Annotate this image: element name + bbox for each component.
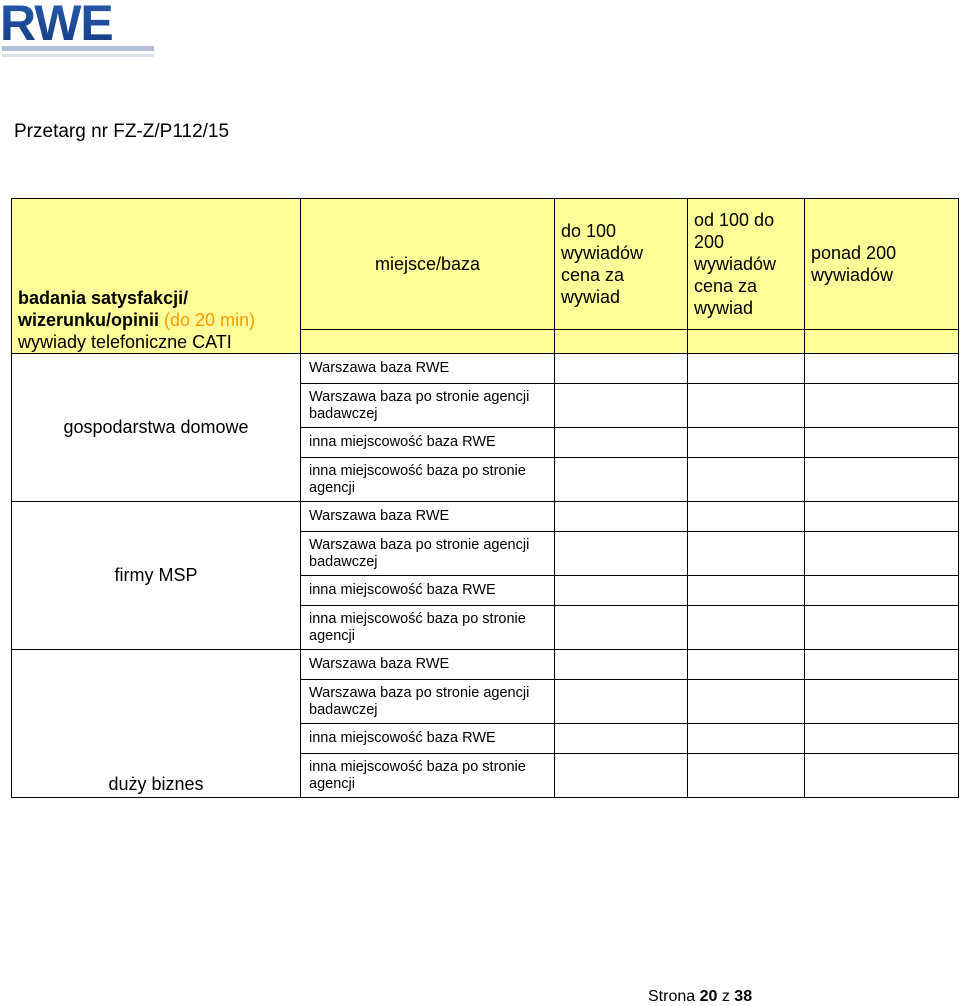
price-input-cell[interactable] bbox=[555, 724, 688, 754]
logo-text: RWE bbox=[0, 0, 113, 51]
location-cell: Warszawa baza RWE bbox=[301, 650, 555, 680]
price-input-cell[interactable] bbox=[805, 754, 959, 798]
price-input-cell[interactable] bbox=[688, 354, 805, 384]
location-cell: inna miejscowość baza po stronie agencji bbox=[301, 458, 555, 502]
column-header-100-to-200: od 100 do 200 wywiadów cena za wywiad bbox=[688, 199, 805, 330]
column-header-location: miejsce/baza bbox=[301, 199, 555, 330]
price-input-cell[interactable] bbox=[688, 576, 805, 606]
footer-prefix: Strona bbox=[648, 988, 696, 1005]
rwe-logo bbox=[0, 0, 160, 66]
price-input-cell[interactable] bbox=[555, 606, 688, 650]
price-input-cell[interactable] bbox=[805, 576, 959, 606]
table-row bbox=[12, 502, 959, 532]
price-input-cell[interactable] bbox=[805, 680, 959, 724]
price-input-cell[interactable] bbox=[688, 502, 805, 532]
location-cell: inna miejscowość baza po stronie agencji bbox=[301, 754, 555, 798]
price-input-cell[interactable] bbox=[688, 428, 805, 458]
location-cell: Warszawa baza po stronie agencji badawczej bbox=[301, 532, 555, 576]
price-input-cell[interactable] bbox=[688, 458, 805, 502]
price-input-cell[interactable] bbox=[805, 724, 959, 754]
table-title-duration: (do 20 min) bbox=[164, 310, 256, 330]
location-cell: inna miejscowość baza RWE bbox=[301, 428, 555, 458]
price-input-cell[interactable] bbox=[555, 458, 688, 502]
column-header-upto-100: do 100 wywiadów cena za wywiad bbox=[555, 199, 688, 330]
table-title: badania satysfakcji/ wizerunku/opinii bbox=[18, 288, 189, 330]
price-input-cell[interactable] bbox=[805, 606, 959, 650]
header-strip-cell bbox=[688, 330, 805, 354]
tender-reference: Przetarg nr FZ-Z/P112/15 bbox=[14, 121, 230, 142]
page-footer bbox=[648, 988, 752, 1006]
price-input-cell[interactable] bbox=[555, 680, 688, 724]
price-input-cell[interactable] bbox=[688, 650, 805, 680]
price-input-cell[interactable] bbox=[555, 384, 688, 428]
pricing-table bbox=[11, 198, 959, 798]
category-sme: firmy MSP bbox=[12, 502, 301, 650]
price-input-cell[interactable] bbox=[805, 354, 959, 384]
header-strip-cell bbox=[301, 330, 555, 354]
price-input-cell[interactable] bbox=[555, 650, 688, 680]
price-input-cell[interactable] bbox=[688, 606, 805, 650]
location-cell: inna miejscowość baza RWE bbox=[301, 576, 555, 606]
price-input-cell[interactable] bbox=[555, 502, 688, 532]
column-header-over-200: ponad 200 wywiadów bbox=[805, 199, 959, 330]
table-subtitle: wywiady telefoniczne CATI bbox=[18, 332, 232, 352]
price-input-cell[interactable] bbox=[805, 650, 959, 680]
price-input-cell[interactable] bbox=[805, 502, 959, 532]
price-input-cell[interactable] bbox=[555, 576, 688, 606]
footer-separator: z bbox=[721, 988, 730, 1005]
price-input-cell[interactable] bbox=[555, 354, 688, 384]
price-input-cell[interactable] bbox=[805, 458, 959, 502]
price-input-cell[interactable] bbox=[805, 428, 959, 458]
location-cell: inna miejscowość baza RWE bbox=[301, 724, 555, 754]
price-input-cell[interactable] bbox=[555, 754, 688, 798]
location-cell: inna miejscowość baza po stronie agencji bbox=[301, 606, 555, 650]
price-input-cell[interactable] bbox=[688, 532, 805, 576]
category-household: gospodarstwa domowe bbox=[12, 354, 301, 502]
price-input-cell[interactable] bbox=[688, 754, 805, 798]
location-cell: Warszawa baza po stronie agencji badawczej bbox=[301, 680, 555, 724]
category-big-business: duży biznes bbox=[12, 650, 301, 798]
price-input-cell[interactable] bbox=[688, 680, 805, 724]
price-input-cell[interactable] bbox=[688, 724, 805, 754]
location-cell: Warszawa baza RWE bbox=[301, 502, 555, 532]
price-input-cell[interactable] bbox=[805, 532, 959, 576]
footer-page-total: 38 bbox=[734, 988, 753, 1005]
table-row bbox=[12, 650, 959, 680]
location-cell: Warszawa baza RWE bbox=[301, 354, 555, 384]
price-input-cell[interactable] bbox=[555, 428, 688, 458]
location-cell: Warszawa baza po stronie agencji badawczej bbox=[301, 384, 555, 428]
header-strip-cell bbox=[555, 330, 688, 354]
header-strip-cell bbox=[805, 330, 959, 354]
table-row bbox=[12, 354, 959, 384]
table-title-cell bbox=[12, 199, 301, 354]
price-input-cell[interactable] bbox=[555, 532, 688, 576]
price-input-cell[interactable] bbox=[688, 384, 805, 428]
footer-page-number: 20 bbox=[699, 988, 718, 1005]
price-input-cell[interactable] bbox=[805, 384, 959, 428]
